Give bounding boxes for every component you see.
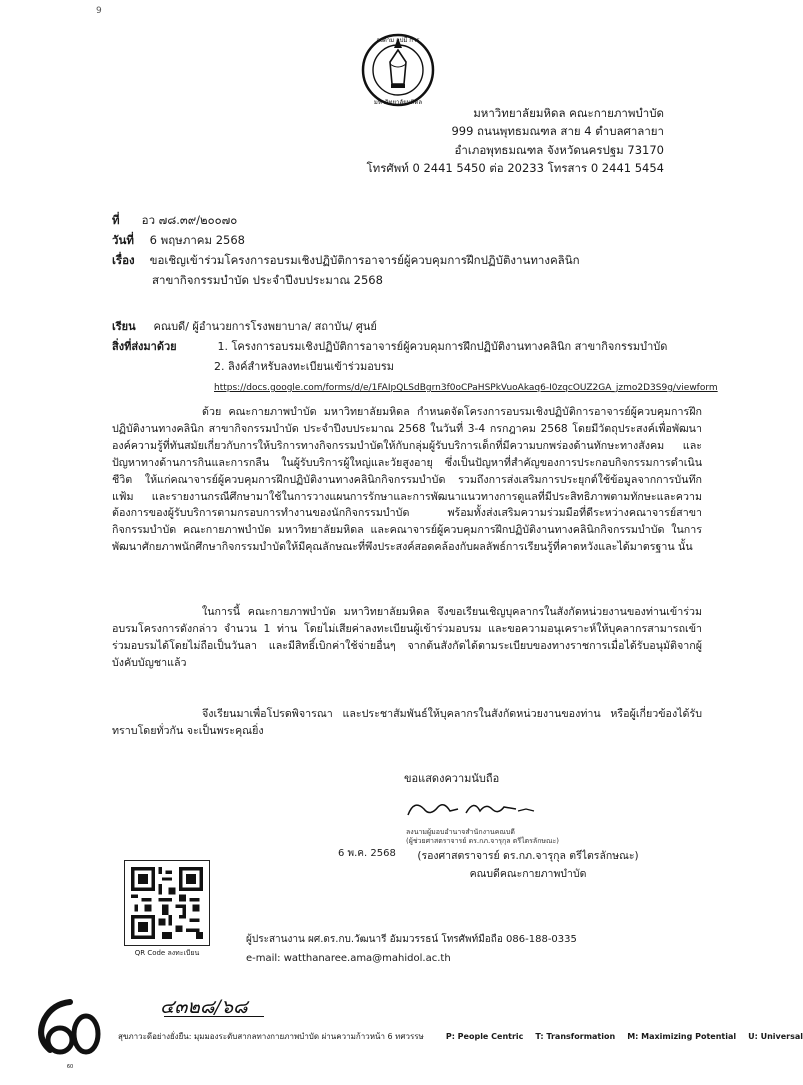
letter-meta <box>112 212 712 292</box>
coordinator: ผู้ประสานงาน ผศ.ดร.กบ.วัฒนารี อัมมวรรธน์ โทรศัพท์มือถือ 086-188-0335 <box>246 934 577 945</box>
to-value: คณบดี/ ผู้อำนวยการโรงพยาบาล/ สถาบัน/ ศูนย์ <box>153 320 377 333</box>
signer-name: (รองศาสตราจารย์ ดร.กภ.จารุกุล ตรีไตรลักษณะ) <box>417 850 639 862</box>
footer-value: U: Universal <box>748 1032 803 1041</box>
registration-link[interactable]: https://docs.google.com/forms/d/e/1FAIpQLSdBgrn3f0oCPaHSPkVuoAkaq6-I0zqcOUZ2GA_jzmo2D3S9g/viewform <box>214 383 718 393</box>
contact-email[interactable]: e-mail: watthanaree.ama@mahidol.ac.th <box>246 953 451 964</box>
handwritten-registry-number: ๔๓๒๘/๖๘ <box>160 996 248 1018</box>
subject-label: เรื่อง <box>112 253 135 267</box>
signature <box>404 795 544 825</box>
footer-value: M: Maximizing Potential <box>627 1032 737 1041</box>
registration-qr-code[interactable] <box>124 860 210 946</box>
signer-block <box>338 848 718 882</box>
org-line: โทรศัพท์ 0 2441 5450 ต่อ 20233 โทรสาร 0 2441 5454 <box>366 161 664 176</box>
footer-bar <box>118 1030 803 1043</box>
footer-value: P: People Centric <box>445 1032 524 1041</box>
ref-value: อว ๗๘.๓๙/๒๐๐๗๐ <box>141 213 238 227</box>
org-line: อำเภอพุทธมณฑล จังหวัดนครปฐม 73170 <box>454 142 664 157</box>
anniversary-logo <box>30 990 110 1070</box>
recipient-block <box>112 318 718 396</box>
org-line: มหาวิทยาลัยมหิดล คณะกายภาพบำบัด <box>473 106 664 120</box>
qr-caption: QR Code ลงทะเบียน <box>134 949 200 957</box>
seal-top-text: จงตาม อุปมี การ <box>376 37 420 44</box>
org-line: 999 ถนนพุทธมณฑล สาย 4 ตำบลศาลายา <box>451 124 664 139</box>
attach-label: สิ่งที่ส่งมาด้วย <box>112 340 177 353</box>
body-paragraph-2: ในการนี้ คณะกายภาพบำบัด มหาวิทยาลัยมหิดล จึงขอเรียนเชิญบุคลากรในสังกัดหน่วยงานของท่านเข้าร่วมอบรมโครงการดังกล่าว จำนวน 1 ท่าน โดยไม่เสียค่าลงทะเบียนผู้เข้าร่วมอบรม และขอความอนุเคราะห์ให้บุคลากรสามารถเข้าร่วมอบรมได้โดยไม่ถือเป็นวันลา และมีสิทธิ์เบิกค่าใช้จ่ายอื่นๆ จากต้นสังกัดได้ตามระเบียบของทางราชการเมื่อได้รับอนุมัติจากผู้บังคับบัญชาแล้ว <box>112 605 702 669</box>
footer-value: T: Transformation <box>535 1032 616 1041</box>
attachment-item: 1. โครงการอบรมเชิงปฏิบัติการอาจารย์ผู้ควบคุมการฝึกปฏิบัติงานทางคลินิก สาขากิจกรรมบำบัด <box>217 340 668 353</box>
subject-line2: สาขากิจกรรมบำบัด ประจำปีงบประมาณ 2568 <box>152 273 383 287</box>
ref-label: ที่ <box>112 213 120 227</box>
regards: ขอแสดงความนับถือ <box>404 772 500 785</box>
signer-title: คณบดีคณะกายภาพบำบัด <box>469 868 587 880</box>
sig-note-line: (ผู้ช่วยศาสตราจารย์ ดร.กภ.จารุกุล ตรีไตรลักษณะ) <box>406 837 560 846</box>
org-address <box>344 104 664 178</box>
stamp-date: 6 พ.ค. 2568 <box>338 848 396 859</box>
body-paragraph-3: จึงเรียนมาเพื่อโปรดพิจารณา และประชาสัมพันธ์ให้บุคลากรในสังกัดหน่วยงานของท่าน หรือผู้เกี่ยวข้องได้รับทราบโดยทั่วกัน จะเป็นพระคุณยิ่ง <box>112 707 702 737</box>
date-value: 6 พฤษภาคม 2568 <box>149 233 245 247</box>
logo-text: 60 <box>66 1064 74 1070</box>
to-label: เรียน <box>112 320 136 333</box>
page-mark: 9 <box>96 6 102 16</box>
subject-line1: ขอเชิญเข้าร่วมโครงการอบรมเชิงปฏิบัติการอาจารย์ผู้ควบคุมการฝึกปฏิบัติงานทางคลินิก <box>149 253 580 267</box>
signature-note <box>406 828 559 846</box>
contact-block <box>246 930 577 968</box>
attachment-item: 2. ลิงค์สำหรับลงทะเบียนเข้าร่วมอบรม <box>214 360 395 373</box>
date-label: วันที่ <box>112 233 134 247</box>
body-paragraph-1: ด้วย คณะกายภาพบำบัด มหาวิทยาลัยมหิดล กำหนดจัดโครงการอบรมเชิงปฏิบัติการอาจารย์ผู้ควบคุมการฝึกปฏิบัติงานทางคลินิก สาขากิจกรรมบำบัด ประจำปีงบประมาณ 2568 ในวันที่ 3-4 กรกฎาคม 2568 โดยมีวัตถุประสงค์เพื่อพัฒนาองค์ความรู้ที่ทันสมัยเกี่ยวกับการให้บริการทางกิจกรรมบำบัดให้กับกลุ่มผู้รับบริการเด็กที่มีความบกพร่องด้านทักษะทางสังคม และปัญหาทางด้านการกินและการกลืน ในผู้รับบริการผู้ใหญ่และวัยสูงอายุ ซึ่งเป็นปัญหาที่สำคัญของการประกอบกิจกรรมการดำเนินชีวิต ให้แก่คณาจารย์ผู้ควบคุมการฝึกปฏิบัติงานทางคลินิกกิจกรรมบำบัด รวมถึงการส่งเสริมการประยุกต์ใช้ข้อมูลจากการบันทึกแฟ้ม และรายงานกรณีศึกษามาใช้ในการวางแผนการรักษาและการพัฒนาแนวทางการดูแลที่มีประสิทธิภาพตามทักษะและความต้องการของผู้รับบริการตามกรอบการทำงานของนักกิจกรรมบำบัด พร้อมทั้งส่งเสริมความร่วมมือที่ดีระหว่างคณาจารย์สาขากิจกรรมบำบัด คณะกายภาพบำบัด มหาวิทยาลัยมหิดล และคณาจารย์ผู้ควบคุมการฝึกปฏิบัติงานทางคลินิกกิจกรรมบำบัด ในการพัฒนาศักยภาพนักศึกษากิจกรรมบำบัดให้มีคุณลักษณะที่พึงประสงค์สอดคล้องกับผลลัพธ์การเรียนรู้ที่คาดหวังและได้มาตรฐาน นั้น <box>112 405 702 554</box>
seal-bottom-text: มหาวิทยาลัยมหิดล <box>373 99 423 106</box>
sig-note-line: ลงนามผู้มอบอำนาจสำนักงานคณบดี <box>406 828 515 836</box>
handwriting-underline <box>164 1016 264 1017</box>
footer-slogan: สุขภาวะดีอย่างยั่งยืน: มุมมองระดับสากลทางกายภาพบำบัด ผ่านความก้าวหน้า 6 ทศวรรษ <box>118 1032 424 1041</box>
